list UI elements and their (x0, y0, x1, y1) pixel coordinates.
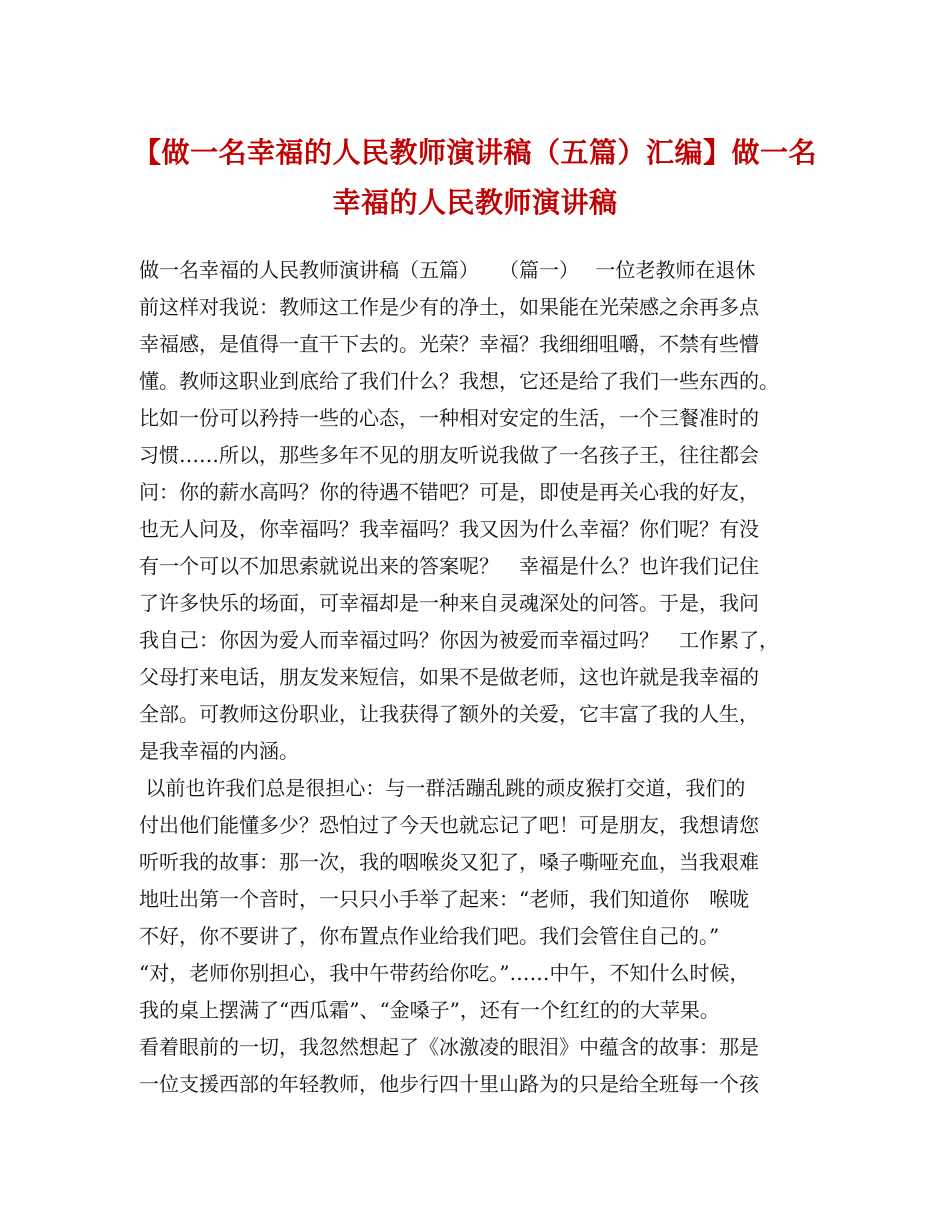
body-line: 有一个可以不加思索就说出来的答案呢？ 幸福是什么？也许我们记住 (139, 554, 759, 578)
document-title (120, 128, 830, 228)
body-line: 了许多快乐的场面，可幸福却是一种来自灵魂深处的问答。于是，我问 (139, 591, 759, 615)
body-line: 做一名幸福的人民教师演讲稿（五篇） （篇一） 一位老教师在退休 (139, 258, 756, 282)
body-line: 看着眼前的一切，我忽然想起了《冰激凌的眼泪》中蕴含的故事：那是 (139, 1035, 759, 1059)
body-line: 也无人问及，你幸福吗？我幸福吗？我又因为什么幸福？你们呢？有没 (139, 517, 759, 541)
body-line: 全部。可教师这份职业，让我获得了额外的关爱，它丰富了我的人生， (139, 702, 759, 726)
body-line: 听听我的故事：那一次，我的咽喉炎又犯了，嗓子嘶哑充血，当我艰难 (139, 850, 759, 874)
body-line: 习惯……所以，那些多年不见的朋友听说我做了一名孩子王，往往都会 (139, 443, 759, 467)
body-line: “对，老师你别担心，我中午带药给你吃。”……中午，不知什么时候， (139, 961, 750, 985)
body-line: 前这样对我说：教师这工作是少有的净土，如果能在光荣感之余再多点 (139, 295, 759, 319)
body-line: 幸福感，是值得一直干下去的。光荣？幸福？我细细咀嚼，不禁有些懵 (139, 332, 759, 356)
body-line: 父母打来电话，朋友发来短信，如果不是做老师，这也许就是我幸福的 (139, 665, 759, 689)
body-line: 以前也许我们总是很担心：与一群活蹦乱跳的顽皮猴打交道，我们的 (139, 776, 746, 800)
title-line-1: 【做一名幸福的人民教师演讲稿（五篇）汇编】做一名 (132, 136, 817, 169)
body-line: 付出他们能懂多少？恐怕过了今天也就忘记了吧！可是朋友，我想请您 (139, 813, 759, 837)
body-line: 我的桌上摆满了“西瓜霜”、“金嗓子”，还有一个红红的的大苹果。 (139, 998, 720, 1022)
body-line: 比如一份可以矜持一些的心态，一种相对安定的生活，一个三餐准时的 (139, 406, 759, 430)
body-line: 我自己：你因为爱人而幸福过吗？你因为被爱而幸福过吗？ 工作累了， (139, 628, 779, 652)
body-line: 地吐出第一个音时，一只只小手举了起来：“老师，我们知道你 喉咙 (139, 887, 750, 911)
body-line: 问：你的薪水高吗？你的待遇不错吧？可是，即使是再关心我的好友， (139, 480, 759, 504)
title-line-2: 幸福的人民教师演讲稿 (332, 186, 618, 219)
body-line: 一位支援西部的年轻教师，他步行四十里山路为的只是给全班每一个孩 (139, 1072, 759, 1096)
body-line: 懂。教师这职业到底给了我们什么？我想，它还是给了我们一些东西的。 (139, 369, 779, 393)
body-line: 不好，你不要讲了，你布置点作业给我们吧。我们会管住自己的。” (139, 924, 720, 948)
document-body (139, 252, 829, 1103)
body-line: 是我幸福的内涵。 (139, 739, 299, 763)
